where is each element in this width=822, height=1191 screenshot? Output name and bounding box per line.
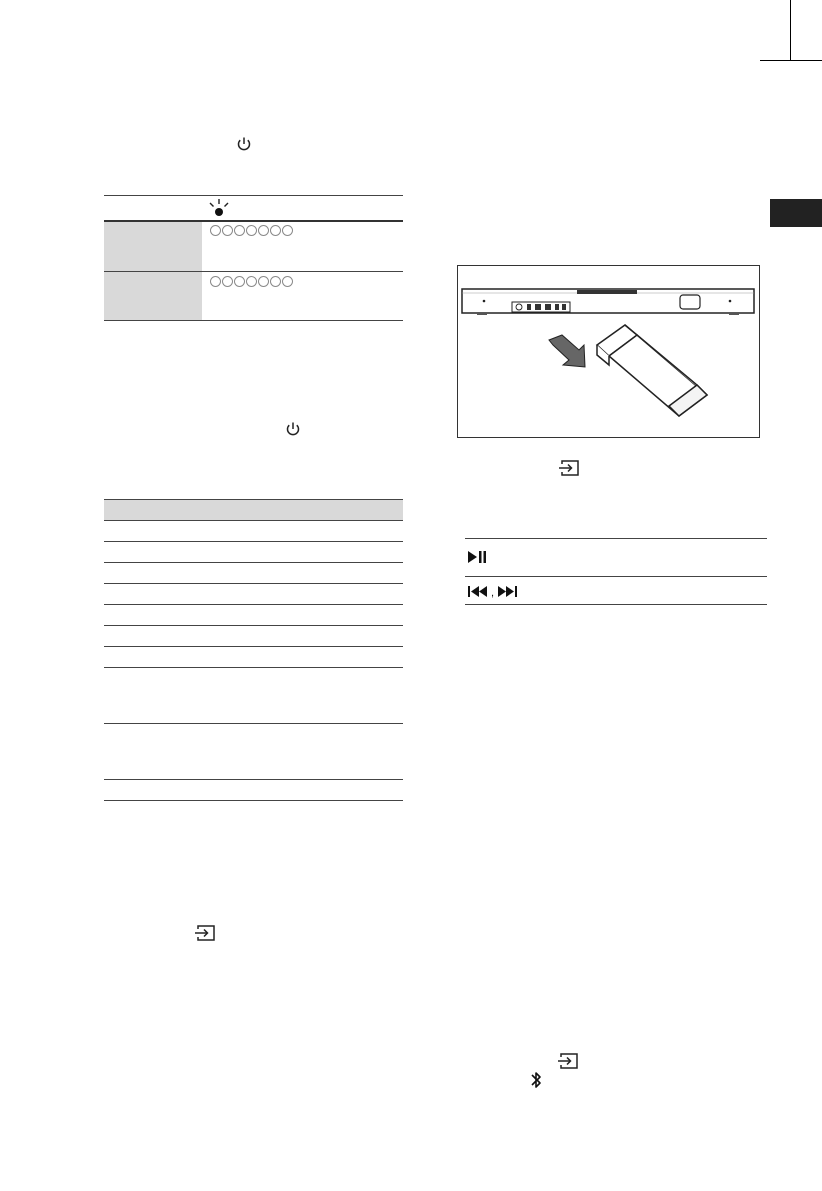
list-table-rule bbox=[104, 625, 403, 626]
crop-mark-vertical bbox=[790, 0, 791, 60]
soundbar-usb-illustration bbox=[457, 265, 760, 438]
led-indicator-icon bbox=[282, 225, 293, 236]
led-table-row-2-label-cell bbox=[104, 272, 202, 320]
led-table-bottom-rule bbox=[104, 320, 403, 321]
led-table-row-1-label-cell bbox=[104, 222, 202, 271]
list-table-header bbox=[104, 499, 403, 520]
power-icon bbox=[285, 421, 301, 437]
led-indicator-icon bbox=[234, 225, 245, 236]
svg-text:,: , bbox=[491, 587, 495, 598]
list-table-rule bbox=[104, 583, 403, 584]
led-indicator-icon bbox=[258, 225, 269, 236]
led-indicator-icon bbox=[210, 225, 221, 236]
list-table-rule bbox=[104, 604, 403, 605]
input-icon bbox=[557, 1052, 579, 1070]
crop-mark-horizontal bbox=[760, 60, 822, 61]
input-icon bbox=[558, 459, 580, 477]
list-table-rule bbox=[104, 520, 403, 521]
led-indicator-icon bbox=[246, 225, 257, 236]
soundbar-button bbox=[680, 295, 700, 309]
playback-table-row-rule bbox=[465, 576, 767, 577]
led-indicator-icon bbox=[210, 276, 221, 287]
power-icon bbox=[236, 136, 252, 152]
led-indicator-icon bbox=[282, 276, 293, 287]
playback-table-bottom-rule bbox=[465, 604, 767, 605]
led-indicator-icon bbox=[246, 276, 257, 287]
list-table-rule bbox=[104, 562, 403, 563]
soundbar-top-panel bbox=[577, 290, 637, 294]
list-table-rule bbox=[104, 723, 403, 724]
bluetooth-icon bbox=[530, 1070, 542, 1090]
list-table-rule bbox=[104, 541, 403, 542]
led-indicator-icon bbox=[270, 225, 281, 236]
list-table-rule bbox=[104, 800, 403, 801]
led-indicator-icon bbox=[222, 225, 233, 236]
led-indicator-icon bbox=[222, 276, 233, 287]
led-indicator-icon bbox=[207, 198, 231, 220]
prev-next-icon bbox=[467, 585, 523, 598]
list-table-rule bbox=[104, 646, 403, 647]
led-table-top-rule bbox=[104, 195, 403, 196]
led-row-2-indicators bbox=[210, 276, 293, 287]
led-indicator-icon bbox=[270, 276, 281, 287]
list-table-rule bbox=[104, 779, 403, 780]
input-icon bbox=[194, 924, 216, 942]
language-tab bbox=[770, 199, 822, 227]
play-pause-icon bbox=[467, 550, 487, 564]
list-table-rule bbox=[104, 667, 403, 668]
led-row-1-indicators bbox=[210, 225, 293, 236]
led-indicator-icon bbox=[258, 276, 269, 287]
playback-table-top-rule bbox=[465, 538, 767, 539]
list-table-rule bbox=[104, 499, 403, 500]
led-indicator-icon bbox=[234, 276, 245, 287]
